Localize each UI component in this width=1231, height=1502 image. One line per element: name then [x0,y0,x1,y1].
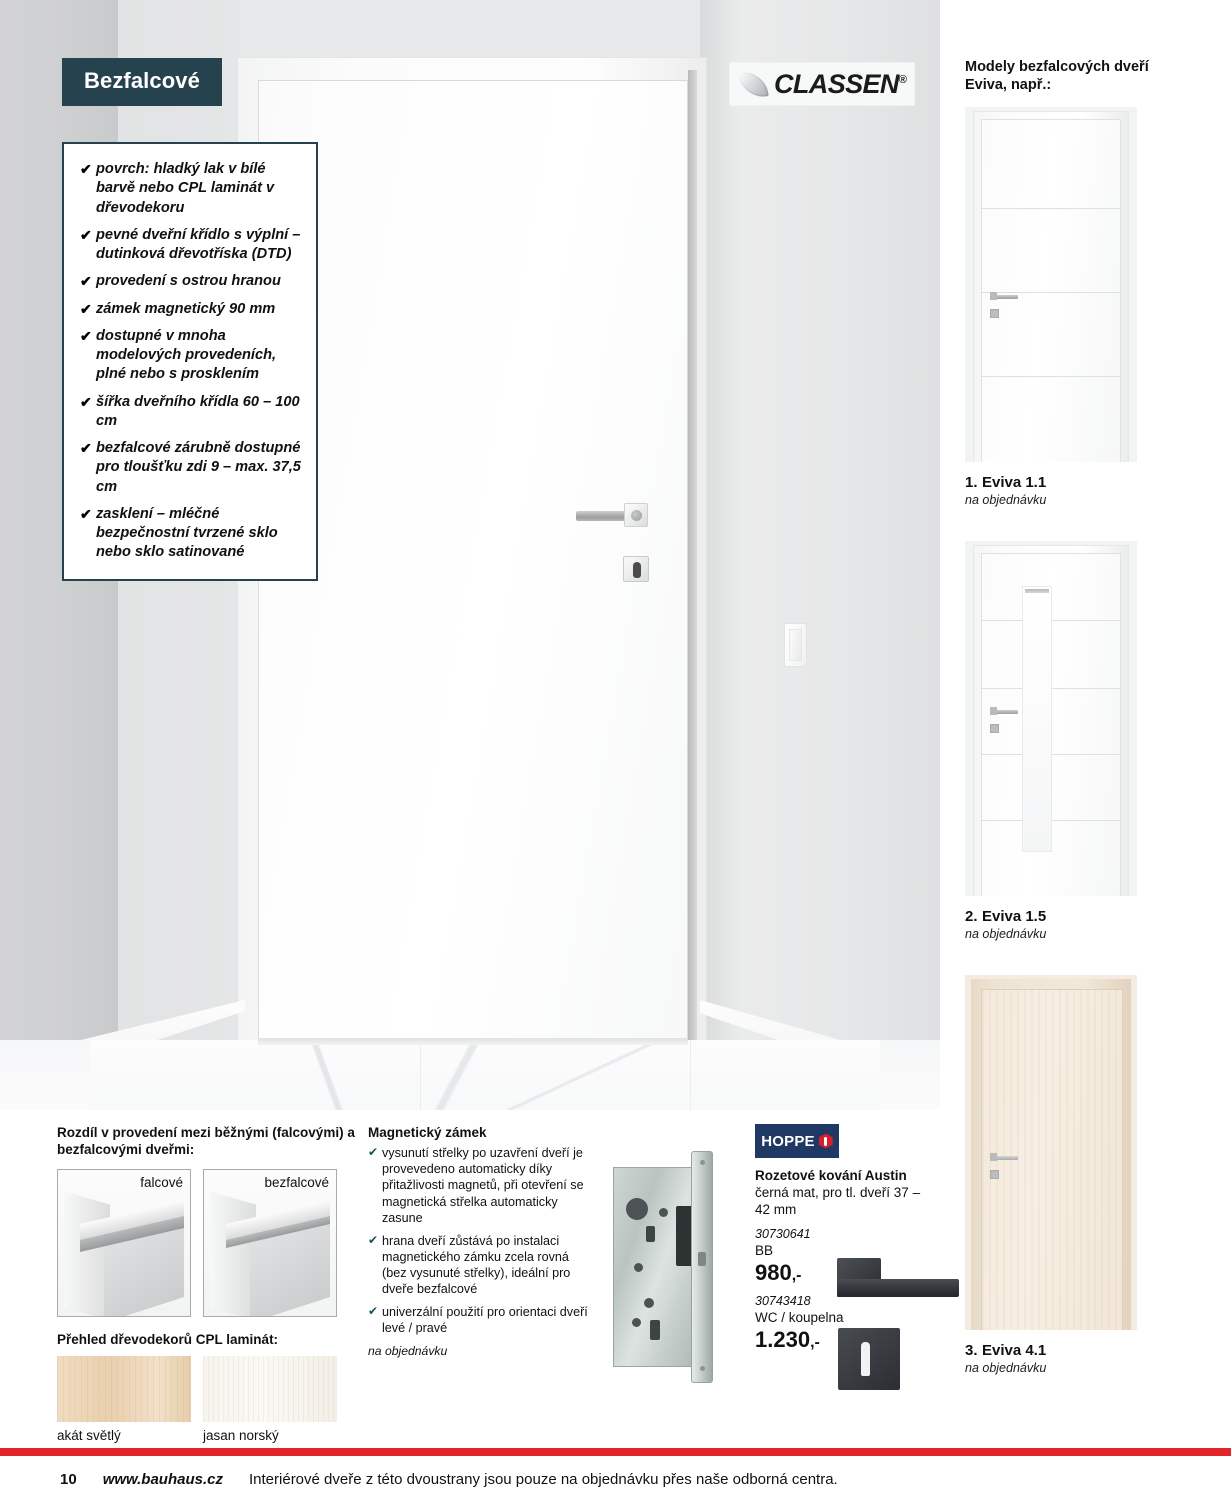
thumb-keyhole-icon [990,309,999,318]
model-name: Eviva 4.1 [981,1341,1047,1359]
floor-seam [420,1040,421,1110]
floor-seam [690,1040,691,1110]
check-icon: ✔ [368,1304,379,1319]
hoppe-hexagon-icon [819,1134,833,1149]
bottom-info-section [0,1110,940,1443]
thumb-groove [982,376,1120,377]
thumb-handle-icon [996,1156,1018,1160]
lock-cylinder-hole [626,1198,648,1220]
feature-item [80,226,302,265]
check-icon: ✔ [80,505,92,522]
decor-swatch-akat [57,1356,191,1422]
check-icon: ✔ [80,440,92,456]
classen-logo [729,62,915,106]
lock-screw-hole [632,1318,641,1327]
thumb-rosette-icon [990,707,997,715]
thumb-handle-icon [996,710,1018,714]
thumb-glass-top-trim [1025,589,1049,593]
comparison-column [57,1124,357,1443]
section-tab-bezfalcove: Bezfalcové [62,58,222,106]
decor-name-akat: akát světlý [57,1427,121,1443]
magnetic-lock-item [368,1233,588,1297]
feature-item [80,272,302,291]
model-caption [965,1342,1165,1375]
decor-labels [57,1422,357,1443]
sidebar-title: Modely bezfalcových dveří Eviva, např.: [965,59,1149,94]
austin-handle-photo [815,1255,965,1325]
door-bottom-gap [258,1038,688,1045]
comparison-label-falcove: falcové [140,1174,183,1190]
magnetic-lock-photo [605,1145,730,1390]
decors-block [57,1331,357,1443]
hoppe-wordmark: HOPPE [761,1132,815,1150]
feature-item [80,327,302,385]
model-thumbnail [965,107,1137,462]
hoppe-price-bb: 980,- [755,1259,802,1285]
model-number: 1. [965,473,978,491]
door-handle-rosette-icon [624,503,648,527]
decor-swatches [57,1356,357,1422]
feature-text: dostupné v mnoha modelových provedeních, plné nebo s prosklením [96,327,277,383]
model-name: Eviva 1.1 [981,473,1047,491]
lock-faceplate [691,1151,713,1383]
faceplate-latch-opening [698,1252,706,1266]
feature-list [80,160,302,563]
magnetic-lock-text: vysunutí střelky po uzavření dveří je provevedeno automaticky díky přitažlivosti magnetů, při otevření se magnetická střelka automaticky zasune [382,1146,584,1225]
model-number: 3. [965,1341,978,1359]
feature-item [80,439,302,497]
thumb-keyhole-icon [990,724,999,733]
feature-item [80,160,302,218]
hoppe-variant-label-bb: BB [755,1242,774,1258]
lock-screw-hole [634,1263,643,1272]
model-thumbnail [965,541,1137,896]
thumb-rosette-icon [990,1153,997,1161]
lock-body [613,1167,695,1367]
lock-screw-hole [659,1208,668,1217]
magnetic-lock-item [368,1145,588,1226]
magnetic-lock-heading: Magnetický zámek [368,1125,487,1140]
thumb-glass-panel [1022,586,1052,852]
currency-suffix: ,- [810,1334,820,1352]
thumb-keyhole-icon [990,1170,999,1179]
model-card-eviva-1-5[interactable] [965,541,1165,941]
wc-escutcheon-photo [838,1328,900,1390]
lock-latch-slot [650,1320,660,1340]
handle-lever-icon [837,1279,959,1297]
thumb-leaf [981,553,1121,896]
classen-wordmark: CLASSEN® [774,68,907,99]
model-thumbnail [965,975,1137,1330]
magnetic-lock-list [368,1145,588,1336]
light-switch-icon [784,623,807,667]
comparison-label-bezfalcove: bezfalcové [264,1174,329,1190]
magnetic-lock-column [368,1124,588,1358]
footer-note: Interiérové dveře z této dvoustrany jsou pouze na objednávku přes naše odborná centra. [249,1470,838,1488]
thumb-leaf-wood [981,989,1123,1330]
feature-item [80,505,302,563]
page-footer [0,1456,1231,1502]
model-availability-note: na objednávku [965,492,1047,507]
page-number: 10 [60,1470,77,1488]
feature-text: provedení s ostrou hranou [96,273,281,290]
magnetic-lock-item [368,1304,588,1336]
hoppe-sku-bb: 30730641 [755,1226,811,1241]
decor-swatch-jasan [203,1356,337,1422]
thumb-leaf [981,119,1121,462]
hoppe-product-title: Rozetové kování Austin [755,1168,907,1183]
comparison-image-falcove [57,1169,191,1317]
thumb-rosette-icon [990,292,997,300]
hoppe-sku-wc: 30743418 [755,1293,811,1308]
thumb-handle-icon [996,295,1018,299]
hoppe-product-description: černá mat, pro tl. dveří 37 – 42 mm [755,1185,921,1217]
feature-callout-box [62,142,318,581]
lock-spindle-slot [646,1226,655,1242]
door-reveal-gap [688,70,697,1050]
check-icon: ✔ [80,273,92,290]
model-number: 2. [965,907,978,925]
model-caption [965,474,1165,507]
currency-suffix: ,- [791,1266,802,1284]
hoppe-price-wc: 1.230,- [755,1327,820,1353]
check-icon: ✔ [80,300,92,317]
feature-text: šířka dveřního křídla 60 – 100 cm [96,393,300,429]
hoppe-logo [755,1124,839,1158]
feature-text: povrch: hladký lak v bílé barvě nebo CPL laminát v dřevodekoru [96,161,275,216]
models-sidebar [965,58,1165,1409]
magnetic-lock-availability-note: na objednávku [368,1344,448,1359]
comparison-heading: Rozdíl v provedení mezi běžnými (falcovými) a bezfalcovými dveřmi: [57,1125,355,1158]
comparison-image-bezfalcove [203,1169,337,1317]
decor-name-jasan: jasan norský [203,1427,279,1443]
hoppe-variant-label-wc: WC / koupelna [755,1309,844,1325]
check-icon: ✔ [80,161,92,177]
feature-item [80,300,302,319]
check-icon: ✔ [80,393,92,410]
footer-url[interactable]: www.bauhaus.cz [102,1470,223,1488]
magnetic-lock-text: univerzální použití pro orientaci dveří levé / pravé [382,1305,588,1336]
check-icon: ✔ [368,1145,379,1160]
model-card-eviva-1-1[interactable] [965,107,1165,507]
floor-texture [90,1040,880,1110]
check-icon: ✔ [368,1232,379,1247]
faceplate-screw-icon [700,1366,705,1371]
faceplate-screw-icon [700,1160,705,1165]
feature-text: zámek magnetický 90 mm [96,300,276,317]
model-availability-note: na objednávku [965,1360,1047,1375]
model-card-eviva-4-1[interactable] [965,975,1165,1375]
lock-screw-hole [644,1298,654,1308]
footer-accent-rule [0,1448,1231,1456]
thumb-groove [982,208,1120,209]
check-icon: ✔ [80,327,92,344]
feature-text: bezfalcové zárubně dostupné pro tloušťku zdi 9 – max. 37,5 cm [96,440,301,495]
thumb-groove [982,292,1120,293]
marble-floor [0,1040,940,1110]
magnetic-lock-text: hrana dveří zůstává po instalaci magnetického zámku zcela rovná (bez vysunuté střelky), ideální pro dveře bezfalcové [382,1233,571,1297]
model-caption [965,908,1165,941]
model-availability-note: na objednávku [965,926,1047,941]
decors-heading: Přehled dřevodekorů CPL laminát: [57,1331,279,1347]
check-icon: ✔ [80,226,92,243]
model-name: Eviva 1.5 [981,907,1047,925]
feature-text: pevné dveřní křídlo s výplní – dutinková dřevotříska (DTD) [96,226,301,262]
door-keyhole-escutcheon-icon [623,556,649,582]
comparison-images [57,1169,357,1317]
feature-item [80,393,302,432]
feature-text: zasklení – mléčné bezpečnostní tvrzené sklo nebo sklo satinované [96,505,278,561]
leaf-icon [740,71,767,98]
wc-turn-slot-icon [861,1342,870,1376]
registered-icon: ® [898,73,907,86]
